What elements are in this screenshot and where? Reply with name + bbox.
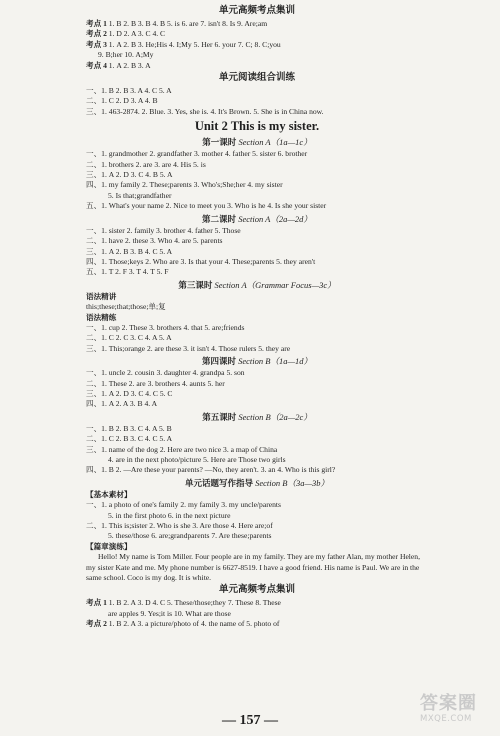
answer-text: 1. A 2. B 3. He;His 4. I;My 5. Her 6. your 7. C; 8. C;you <box>108 39 281 49</box>
lesson-heading <box>86 411 428 423</box>
answer-line <box>86 333 428 343</box>
answer-text: 二、1. This is;sister 2. Who is she 3. Are those 4. Here are;of <box>86 521 273 531</box>
lesson-section: Section A（Grammar Focus—3c） <box>214 279 336 290</box>
point-label: 考点 4 <box>86 60 107 70</box>
answer-text: 9. B;her 10. A;My <box>98 50 154 60</box>
lesson-section: Section B（2a—2c） <box>238 411 312 422</box>
lesson-number: 第一课时 <box>202 137 237 148</box>
point-label: 考点 3 <box>86 39 107 49</box>
answer-line <box>86 86 428 96</box>
category-label <box>86 313 428 323</box>
answer-text: 一、1. sister 2. family 3. brother 4. father 5. Those <box>86 225 241 235</box>
answer-text: 5. in the first photo 6. in the next picture <box>108 510 231 520</box>
answer-text: 5. Is that;grandfather <box>108 190 172 200</box>
answer-text: 四、1. Those;keys 2. Who are 3. Is that your 4. These;parents 5. they aren't <box>86 256 316 266</box>
answer-text: 三、1. This;orange 2. are these 3. it isn't 4. Those rulers 5. they are <box>86 343 291 353</box>
section-heading: 单元阅读组合训练 <box>218 73 295 84</box>
answer-line <box>86 424 428 434</box>
unit-title: Unit 2 This is my sister. <box>194 119 320 134</box>
answer-text: 1. B 2. A 3. D 4. C 5. These/those;they 7. These 8. These <box>108 598 281 608</box>
lesson-number: 第二课时 <box>202 213 237 224</box>
lesson-number: 单元话题写作指导 <box>184 477 253 488</box>
answer-line <box>86 40 428 50</box>
answer-text: 二、1. C 2. D 3. A 4. B <box>86 96 158 106</box>
answer-text: 4. are in the next photo/picture 5. Here are Those two girls <box>108 455 286 464</box>
answer-line <box>86 598 428 608</box>
answer-line <box>86 170 428 180</box>
answer-text: 四、1. my family 2. These;parents 3. Who's;She;her 4. my sister <box>86 180 283 190</box>
answer-text: 一、1. cup 2. These 3. brothers 4. that 5. are;friends <box>86 322 245 332</box>
answer-text: 一、1. B 2. B 3. A 4. C 5. A <box>86 86 172 96</box>
answer-line <box>86 61 428 71</box>
answer-line <box>86 368 428 378</box>
answer-line <box>86 609 428 619</box>
answer-text: 三、1. A 2. B 3. B 4. C 5. A <box>86 246 173 256</box>
answer-text: 【篇章演练】 <box>86 541 132 551</box>
point-label: 考点 2 <box>86 29 107 39</box>
answer-line <box>86 500 428 510</box>
point-label: 考点 1 <box>86 598 107 608</box>
answer-text: 【基本素材】 <box>86 489 132 499</box>
answer-text: 四、1. B 2. —Are these your parents? —No, they aren't. 3. an 4. Who is this girl? <box>86 465 336 475</box>
answer-text: 1. A 2. B 3. A <box>108 60 151 70</box>
category-label <box>86 292 428 302</box>
answer-content <box>86 5 428 630</box>
answer-line <box>86 107 428 117</box>
answer-line <box>86 379 428 389</box>
lesson-section: Section A（1a—1c） <box>238 137 312 148</box>
answer-text: 1. B 2. B 3. B 4. B 5. is 6. are 7. isn't 8. Is 9. Are;am <box>108 19 268 28</box>
answer-text: 二、1. have 2. these 3. Who 4. are 5. parents <box>86 236 223 246</box>
answer-text: 三、1. A 2. D 3. C 4. C 5. C <box>86 388 173 398</box>
answer-text: this;these;that;those;单;复 <box>86 302 166 312</box>
answer-text: 一、1. B 2. B 3. C 4. A 5. B <box>86 423 172 433</box>
answer-line <box>86 247 428 257</box>
watermark-top: 答案圈 <box>420 693 477 714</box>
answer-line <box>86 236 428 246</box>
lesson-section: Section A（2a—2d） <box>238 213 312 224</box>
category-label <box>86 542 428 552</box>
section-heading: 单元高频考点集训 <box>218 585 295 596</box>
point-label: 考点 2 <box>86 619 107 629</box>
answer-text: 语法精练 <box>86 312 117 322</box>
answer-text: 1. B 2. A 3. a picture/photo of 4. the name of 5. photo of <box>108 619 280 629</box>
answer-text: 三、1. A 2. D 3. C 4. B 5. A <box>86 170 173 180</box>
answer-line <box>86 531 428 541</box>
watermark-logo <box>420 694 492 732</box>
answer-line <box>86 445 428 455</box>
answer-line <box>86 323 428 333</box>
lesson-section: Section B（3a—3b） <box>255 477 330 488</box>
answer-line <box>86 521 428 531</box>
answer-text: 5. these/those 6. are;grandparents 7. Are these;parents <box>108 531 272 541</box>
answer-text: 三、1. name of the dog 2. Here are two nice 3. a map of China <box>86 444 278 454</box>
answer-text: 一、1. a photo of one's family 2. my family 3. my uncle/parents <box>86 500 281 510</box>
lesson-section: Section B（1a—1d） <box>238 356 313 367</box>
section-heading: 单元高频考点集训 <box>218 6 295 16</box>
answer-line <box>86 434 428 444</box>
answer-text: 三、1. 463-2874. 2. Blue. 3. Yes, she is. 4. It's Brown. 5. She is in China now. <box>86 106 324 116</box>
answer-text: 五、1. What's your name 2. Nice to meet you 3. Who is he 4. Is she your sister <box>86 201 327 211</box>
watermark-bottom: MXQE.COM <box>420 714 472 724</box>
answer-text: are apples 9. Yes;it is 10. What are those <box>108 608 231 618</box>
answer-text: 五、1. T 2. F 3. T 4. T 5. F <box>86 267 169 277</box>
point-label: 考点 1 <box>86 19 107 28</box>
answer-text: 二、1. C 2. C 3. C 4. A 5. A <box>86 333 172 343</box>
answer-line <box>86 96 428 106</box>
lesson-heading <box>86 355 428 367</box>
answer-line <box>86 511 428 521</box>
answer-text: 二、1. These 2. are 3. brothers 4. aunts 5. her <box>86 378 225 388</box>
answer-line <box>86 257 428 267</box>
answer-line <box>86 149 428 159</box>
answer-line <box>86 160 428 170</box>
answer-line <box>86 50 428 60</box>
page-number: — 157 — <box>222 712 278 728</box>
answer-line <box>86 29 428 39</box>
answer-line <box>86 455 428 465</box>
answer-line <box>86 399 428 409</box>
lesson-number: 第四课时 <box>201 356 236 367</box>
answer-line <box>86 19 428 29</box>
answer-text: 四、1. A 2. A 3. B 4. A <box>86 399 158 409</box>
answer-text: 二、1. brothers 2. are 3. are 4. His 5. is <box>86 159 206 169</box>
answer-text: 二、1. C 2. B 3. C 4. C 5. A <box>86 434 173 444</box>
answer-text: 语法精讲 <box>86 291 117 301</box>
answer-line <box>86 389 428 399</box>
lesson-heading <box>86 213 428 225</box>
lesson-heading <box>86 136 428 148</box>
answer-line <box>86 267 428 277</box>
lesson-heading <box>86 279 428 291</box>
lesson-number: 第五课时 <box>202 411 237 422</box>
answer-text: 1. D 2. A 3. C 4. C <box>108 29 166 39</box>
answer-line <box>86 302 428 312</box>
answer-line <box>86 201 428 211</box>
lesson-heading <box>86 477 428 489</box>
category-label <box>86 490 428 500</box>
essay-paragraph: Hello! My name is Tom Miller. Four people are in my family. They are my father Alan, my mother Helen, my sister Kate and me. My phone number is 6627-8519. I have a good friend. His name is Paul. We are in the same school. Coco is my dog. It is white. <box>86 552 420 583</box>
answer-text: 一、1. grandmother 2. grandfather 3. mother 4. father 5. sister 6. brother <box>86 149 308 159</box>
answer-line <box>86 344 428 354</box>
answer-line <box>86 191 428 201</box>
answer-line <box>86 465 428 475</box>
answer-line <box>86 619 428 629</box>
answer-line <box>86 226 428 236</box>
answer-text: 一、1. uncle 2. cousin 3. daughter 4. grandpa 5. son <box>86 368 245 378</box>
lesson-number: 第三课时 <box>178 279 213 290</box>
answer-line <box>86 180 428 190</box>
